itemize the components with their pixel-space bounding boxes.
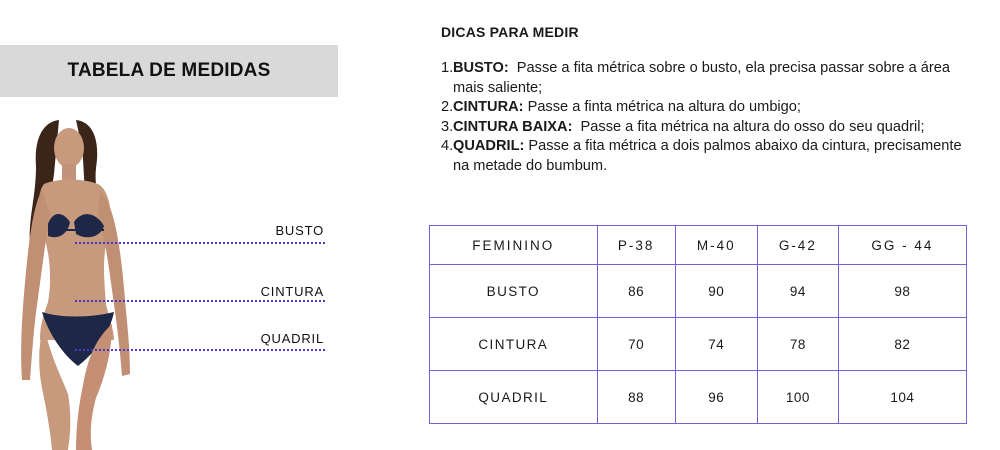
model-label-cintura: CINTURA <box>260 284 324 299</box>
size-table <box>429 225 967 424</box>
table-cell: 78 <box>757 318 838 371</box>
tip-item <box>441 59 976 98</box>
tip-item <box>441 137 976 176</box>
column-header-p38: P-38 <box>597 226 675 265</box>
tip-number: 2. <box>441 99 454 115</box>
model-illustration <box>14 118 139 450</box>
column-header-g42: G-42 <box>757 226 838 265</box>
table-cell: 88 <box>597 371 675 424</box>
model-photo <box>14 118 139 450</box>
table-cell: 96 <box>675 371 757 424</box>
column-header-gg44: GG - 44 <box>838 226 966 265</box>
tip-text: Passe a fita métrica na altura do osso do seu quadril; <box>572 118 925 135</box>
row-label-busto: BUSTO <box>430 265 598 318</box>
row-label-cintura: CINTURA <box>430 318 598 371</box>
cintura-guide-line <box>75 300 325 302</box>
table-row <box>430 371 967 424</box>
table-cell: 86 <box>597 265 675 318</box>
column-header-feminino: FEMININO <box>430 226 598 265</box>
tip-text: Passe a fita métrica a dois palmos abaixo da cintura, precisamente na metade do bumbum. <box>453 138 966 174</box>
size-chart-title: TABELA DE MEDIDAS <box>67 60 271 81</box>
tip-text: Passe a finta métrica na altura do umbigo; <box>523 99 801 115</box>
table-row <box>430 265 967 318</box>
table-cell: 100 <box>757 371 838 424</box>
tip-term: QUADRIL: <box>453 138 525 154</box>
tip-term: BUSTO: <box>453 60 509 76</box>
tip-item <box>441 98 976 118</box>
table-row <box>430 318 967 371</box>
tips-list <box>441 59 976 176</box>
table-cell: 94 <box>757 265 838 318</box>
tip-term: CINTURA: <box>453 99 524 115</box>
table-cell: 98 <box>838 265 966 318</box>
column-header-m40: M-40 <box>675 226 757 265</box>
table-cell: 70 <box>597 318 675 371</box>
model-label-busto: BUSTO <box>275 223 324 238</box>
tip-number: 4. <box>441 138 454 154</box>
tips-heading: DICAS PARA MEDIR <box>441 24 579 40</box>
tip-term: CINTURA BAIXA: <box>453 118 573 135</box>
tip-item <box>441 118 976 138</box>
model-label-quadril: QUADRIL <box>260 331 324 346</box>
size-chart-title-banner <box>0 45 338 97</box>
table-cell: 74 <box>675 318 757 371</box>
quadril-guide-line <box>75 349 325 351</box>
table-header-row <box>430 226 967 265</box>
table-cell: 104 <box>838 371 966 424</box>
busto-guide-line <box>75 242 325 244</box>
tip-text: Passe a fita métrica sobre o busto, ela precisa passar sobre a área mais saliente; <box>453 60 955 96</box>
tip-number: 3. <box>441 118 454 135</box>
table-cell: 90 <box>675 265 757 318</box>
table-cell: 82 <box>838 318 966 371</box>
tip-number: 1. <box>441 60 454 76</box>
row-label-quadril: QUADRIL <box>430 371 598 424</box>
